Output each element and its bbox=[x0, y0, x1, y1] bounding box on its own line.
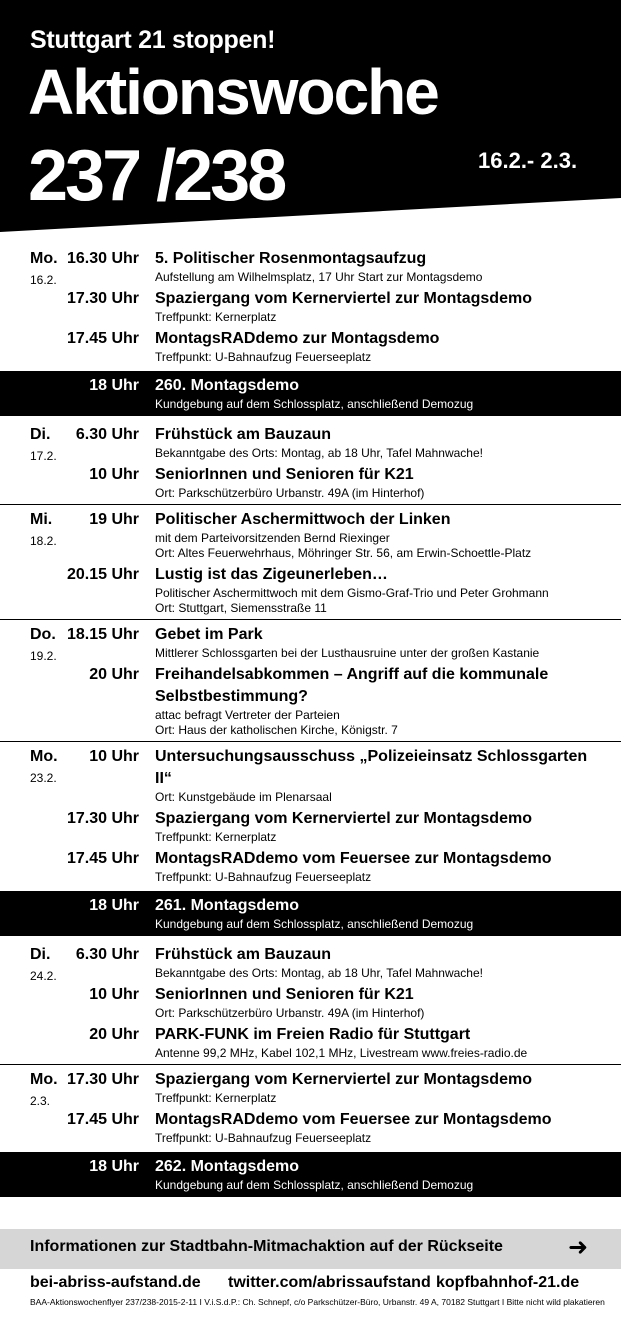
event-detail: Ort: Haus der katholischen Kirche, Königstr. 7 bbox=[155, 723, 398, 737]
day-separator bbox=[0, 619, 621, 620]
event-detail: Treffpunkt: U-Bahnaufzug Feuerseeplatz bbox=[155, 350, 372, 364]
event-row bbox=[0, 248, 621, 285]
event-detail: Bekanntgabe des Orts: Montag, ab 18 Uhr, Tafel Mahnwache! bbox=[155, 966, 483, 980]
event-detail: Aufstellung am Wilhelmsplatz, 17 Uhr Start zur Montagsdemo bbox=[155, 270, 483, 284]
event-time: 20 Uhr bbox=[89, 666, 139, 683]
event-day: Di. bbox=[30, 946, 51, 963]
event-detail: Politischer Aschermittwoch mit dem Gismo-Graf-Trio und Peter Grohmann bbox=[155, 586, 549, 600]
event-row bbox=[0, 288, 621, 325]
link-website[interactable]: bei-abriss-aufstand.de bbox=[30, 1274, 201, 1291]
event-title: Spaziergang vom Kernerviertel zur Montagsdemo bbox=[155, 810, 532, 827]
event-time: 17.30 Uhr bbox=[66, 1071, 139, 1088]
event-title: Freihandelsabkommen – Angriff auf die kommunale Selbstbestimmung? bbox=[155, 666, 549, 705]
event-date: 2.3. bbox=[30, 1094, 51, 1108]
event-detail: Kundgebung auf dem Schlossplatz, anschließend Demozug bbox=[155, 1178, 474, 1192]
event-row bbox=[0, 1024, 621, 1061]
event-day: Di. bbox=[30, 426, 51, 443]
event-title: Gebet im Park bbox=[155, 626, 263, 643]
event-row bbox=[0, 1109, 621, 1146]
highlight-event bbox=[0, 891, 621, 936]
event-time: 17.30 Uhr bbox=[66, 810, 139, 827]
event-date: 23.2. bbox=[30, 771, 57, 785]
event-title: PARK-FUNK im Freien Radio für Stuttgart bbox=[155, 1026, 471, 1043]
event-day: Do. bbox=[30, 626, 56, 643]
event-title: Frühstück am Bauzaun bbox=[155, 426, 332, 443]
event-detail: Treffpunkt: Kernerplatz bbox=[155, 830, 277, 844]
event-detail: Antenne 99,2 MHz, Kabel 102,1 MHz, Livestream www.freies-radio.de bbox=[155, 1046, 528, 1060]
arrow-right-icon: ➜ bbox=[568, 1234, 589, 1261]
event-title: Spaziergang vom Kernerviertel zur Montagsdemo bbox=[155, 290, 532, 307]
day-separator bbox=[0, 741, 621, 742]
event-detail: mit dem Parteivorsitzenden Bernd Riexinger bbox=[155, 531, 390, 545]
event-time: 18 Uhr bbox=[89, 1158, 139, 1175]
event-time: 20 Uhr bbox=[89, 1026, 139, 1043]
event-time: 18.15 Uhr bbox=[66, 626, 139, 643]
supertitle: Stuttgart 21 stoppen! bbox=[30, 26, 276, 54]
event-date: 18.2. bbox=[30, 534, 57, 548]
event-detail: attac befragt Vertreter der Parteien bbox=[155, 708, 340, 722]
event-title: SeniorInnen und Senioren für K21 bbox=[155, 466, 414, 483]
event-day: Mo. bbox=[30, 1071, 58, 1088]
event-date: 19.2. bbox=[30, 649, 57, 663]
day-separator bbox=[0, 504, 621, 505]
event-row bbox=[0, 984, 621, 1021]
event-title: Spaziergang vom Kernerviertel zur Montagsdemo bbox=[155, 1071, 532, 1088]
event-title: 262. Montagsdemo bbox=[155, 1158, 300, 1175]
info-banner bbox=[0, 1229, 621, 1269]
event-row bbox=[0, 424, 621, 461]
event-detail: Ort: Stuttgart, Siemensstraße 11 bbox=[155, 601, 327, 615]
event-detail: Ort: Parkschützerbüro Urbanstr. 49A (im Hinterhof) bbox=[155, 486, 425, 500]
event-row bbox=[0, 746, 621, 805]
event-time: 16.30 Uhr bbox=[66, 250, 139, 267]
event-title: Politischer Aschermittwoch der Linken bbox=[155, 511, 451, 528]
event-title: Frühstück am Bauzaun bbox=[155, 946, 332, 963]
event-time: 10 Uhr bbox=[89, 466, 139, 483]
event-detail: Treffpunkt: U-Bahnaufzug Feuerseeplatz bbox=[155, 870, 372, 884]
event-date: 16.2. bbox=[30, 273, 57, 287]
event-title: MontagsRADdemo vom Feuersee zur Montagsdemo bbox=[155, 1111, 552, 1128]
event-detail: Treffpunkt: U-Bahnaufzug Feuerseeplatz bbox=[155, 1131, 372, 1145]
event-title: MontagsRADdemo zur Montagsdemo bbox=[155, 330, 440, 347]
day-separator bbox=[0, 1064, 621, 1065]
event-list bbox=[0, 248, 621, 1205]
event-time: 6.30 Uhr bbox=[75, 426, 139, 443]
event-row bbox=[0, 848, 621, 885]
event-detail: Mittlerer Schlossgarten bei der Lusthausruine unter der großen Kastanie bbox=[155, 646, 540, 660]
date-range: 16.2.- 2.3. bbox=[478, 148, 578, 173]
event-date: 17.2. bbox=[30, 449, 57, 463]
event-time: 17.45 Uhr bbox=[66, 850, 139, 867]
page-title: Aktionswoche bbox=[28, 56, 438, 128]
event-time: 6.30 Uhr bbox=[75, 946, 139, 963]
event-time: 17.45 Uhr bbox=[66, 330, 139, 347]
event-row bbox=[0, 564, 621, 616]
event-title: 261. Montagsdemo bbox=[155, 897, 300, 914]
issue-number: 237 /238 bbox=[28, 136, 285, 216]
event-row bbox=[0, 944, 621, 981]
event-title: Untersuchungsausschuss „Polizeieinsatz Schlossgarten II“ bbox=[155, 748, 588, 787]
event-day: Mo. bbox=[30, 250, 58, 267]
event-day: Mo. bbox=[30, 748, 58, 765]
event-title: SeniorInnen und Senioren für K21 bbox=[155, 986, 414, 1003]
event-detail: Bekanntgabe des Orts: Montag, ab 18 Uhr, Tafel Mahnwache! bbox=[155, 446, 483, 460]
event-title: 5. Politischer Rosenmontagsaufzug bbox=[155, 250, 427, 267]
event-row bbox=[0, 808, 621, 845]
event-day: Mi. bbox=[30, 511, 53, 528]
event-title: 260. Montagsdemo bbox=[155, 377, 300, 394]
event-time: 18 Uhr bbox=[89, 377, 139, 394]
event-row bbox=[0, 1069, 621, 1106]
highlight-event bbox=[0, 371, 621, 416]
event-row bbox=[0, 624, 621, 661]
event-detail: Ort: Altes Feuerwehrhaus, Möhringer Str. 56, am Erwin-Schoettle-Platz bbox=[155, 546, 532, 560]
event-detail: Kundgebung auf dem Schlossplatz, anschließend Demozug bbox=[155, 917, 474, 931]
event-time: 10 Uhr bbox=[89, 986, 139, 1003]
event-row bbox=[0, 464, 621, 501]
event-detail: Treffpunkt: Kernerplatz bbox=[155, 310, 277, 324]
event-time: 19 Uhr bbox=[89, 511, 139, 528]
event-detail: Ort: Parkschützerbüro Urbanstr. 49A (im Hinterhof) bbox=[155, 1006, 425, 1020]
footer-links bbox=[0, 1274, 621, 1296]
event-time: 20.15 Uhr bbox=[66, 566, 139, 583]
event-title: Lustig ist das Zigeunerleben… bbox=[155, 566, 388, 583]
link-kopfbahnhof[interactable]: kopfbahnhof-21.de bbox=[436, 1274, 580, 1291]
header bbox=[0, 0, 621, 232]
link-twitter[interactable]: twitter.com/abrissaufstand bbox=[228, 1274, 431, 1291]
event-title: MontagsRADdemo vom Feuersee zur Montagsdemo bbox=[155, 850, 552, 867]
event-time: 17.30 Uhr bbox=[66, 290, 139, 307]
info-banner-text: Informationen zur Stadtbahn-Mitmachaktion auf der Rückseite bbox=[30, 1238, 503, 1255]
event-time: 17.45 Uhr bbox=[66, 1111, 139, 1128]
event-row bbox=[0, 664, 621, 738]
event-detail: Ort: Kunstgebäude im Plenarsaal bbox=[155, 790, 332, 804]
event-time: 10 Uhr bbox=[89, 748, 139, 765]
event-row bbox=[0, 509, 621, 561]
highlight-event bbox=[0, 1152, 621, 1197]
event-row bbox=[0, 328, 621, 365]
imprint: BAA-Aktionswochenflyer 237/238-2015-2-11 I V.i.S.d.P.: Ch. Schnepf, c/o Parkschützer-Büro, Urbanstr. 49 A, 70182 Stuttgart I Bitte nicht wild plakatieren bbox=[30, 1297, 605, 1307]
event-date: 24.2. bbox=[30, 969, 57, 983]
event-detail: Kundgebung auf dem Schlossplatz, anschließend Demozug bbox=[155, 397, 474, 411]
event-time: 18 Uhr bbox=[89, 897, 139, 914]
event-detail: Treffpunkt: Kernerplatz bbox=[155, 1091, 277, 1105]
